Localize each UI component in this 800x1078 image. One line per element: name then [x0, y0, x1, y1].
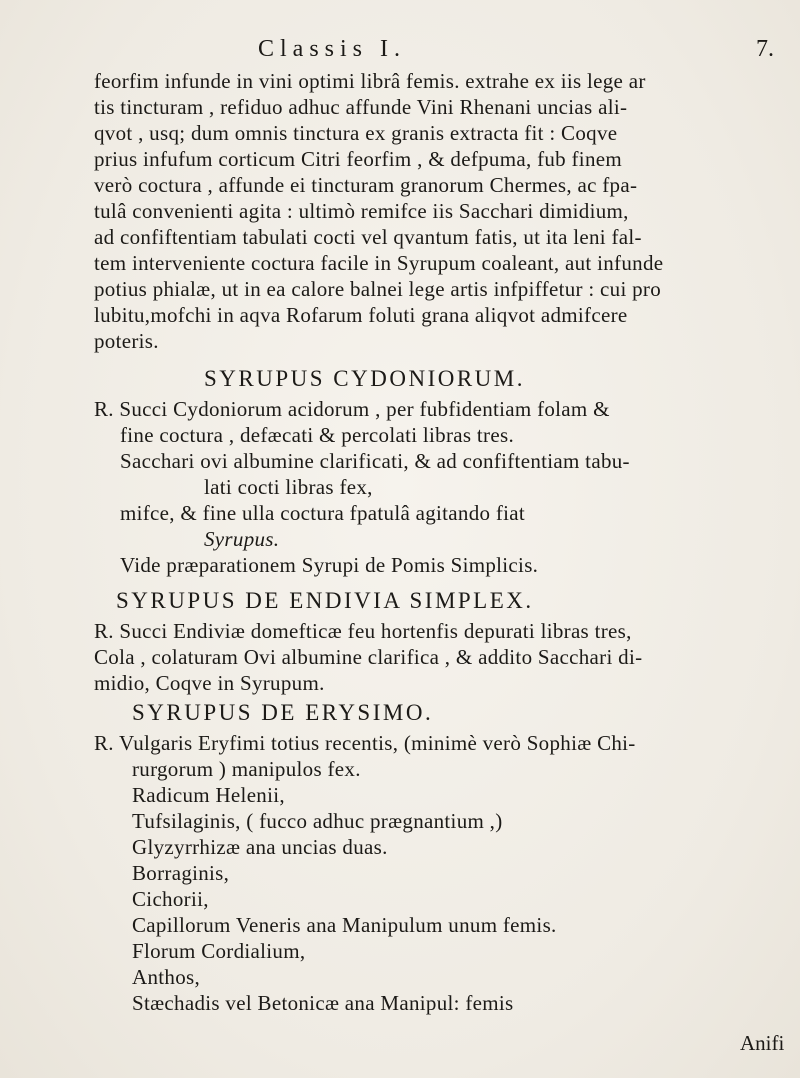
text-line: tis tincturam , refiduo adhuc affunde Vini Rhenani uncias ali-	[94, 95, 628, 119]
text-line: Syrupus.	[204, 527, 280, 551]
recipe-cydoniorum	[94, 362, 784, 578]
body-text	[94, 68, 784, 1016]
text-line: poteris.	[94, 329, 159, 353]
text-line: qvot , usq; dum omnis tinctura ex granis extracta fit : Coqve	[94, 121, 618, 145]
text-line: feorfim infunde in vini optimi librâ femis. extrahe ex iis lege ar	[94, 69, 646, 93]
text-line: potius phialæ, ut in ea calore balnei lege artis infpiffetur : cui pro	[94, 277, 662, 301]
text-line: tulâ convenienti agita : ultimò remifce iis Sacchari dimidium,	[94, 199, 629, 223]
page-number: 7.	[756, 36, 774, 62]
running-head: Classis I.	[258, 36, 407, 62]
section-heading: SYRUPUS DE ERYSIMO.	[132, 700, 434, 725]
section-heading: SYRUPUS CYDONIORUM.	[204, 366, 525, 391]
text-line: ad confiftentiam tabulati cocti vel qvantum fatis, ut ita leni fal-	[94, 225, 642, 249]
intro-paragraph	[94, 68, 784, 354]
text-line: midio, Coqve in Syrupum.	[94, 671, 325, 695]
text-line: Capillorum Veneris ana Manipulum unum femis.	[132, 913, 557, 937]
page-header	[0, 36, 800, 66]
text-line: lati cocti libras fex,	[204, 475, 373, 499]
text-line: Cola , colaturam Ovi albumine clarifica , & addito Sacchari di-	[94, 645, 643, 669]
text-line: Radicum Helenii,	[132, 783, 285, 807]
text-line: Vide præparationem Syrupi de Pomis Simplicis.	[120, 553, 539, 577]
text-line: Cichorii,	[132, 887, 209, 911]
text-line: Borraginis,	[132, 861, 230, 885]
text-line: lubitu,mofchi in aqva Rofarum foluti grana aliqvot admifcere	[94, 303, 628, 327]
text-line: Stæchadis vel Betonicæ ana Manipul: femis	[132, 991, 514, 1015]
text-line: Florum Cordialium,	[132, 939, 306, 963]
catchword: Anifi	[740, 1031, 785, 1055]
recipe-erysimo	[94, 696, 784, 1016]
text-line: R. Succi Cydoniorum acidorum , per fubfidentiam folam &	[94, 397, 610, 421]
text-line: prius infufum corticum Citri feorfim , & defpuma, fub finem	[94, 147, 622, 171]
text-line: fine coctura , defæcati & percolati libras tres.	[120, 423, 514, 447]
text-line: rurgorum ) manipulos fex.	[132, 757, 361, 781]
text-line: Anthos,	[132, 965, 201, 989]
text-line: Sacchari ovi albumine clarificati, & ad confiftentiam tabu-	[120, 449, 630, 473]
section-heading: SYRUPUS DE ENDIVIA SIMPLEX.	[116, 588, 534, 613]
text-line: Tufsilaginis, ( fucco adhuc prægnantium ,)	[132, 809, 503, 833]
text-line: verò coctura , affunde ei tincturam granorum Chermes, ac fpa-	[94, 173, 638, 197]
text-line: Glyzyrrhizæ ana uncias duas.	[132, 835, 388, 859]
text-line: R. Succi Endiviæ domefticæ feu hortenfis depurati libras tres,	[94, 619, 632, 643]
text-line: mifce, & fine ulla coctura fpatulâ agitando fiat	[120, 501, 526, 525]
text-line: R. Vulgaris Eryfimi totius recentis, (minimè verò Sophiæ Chi-	[94, 731, 636, 755]
recipe-endivia	[94, 584, 784, 696]
text-line: tem interveniente coctura facile in Syrupum coaleant, aut infunde	[94, 251, 664, 275]
